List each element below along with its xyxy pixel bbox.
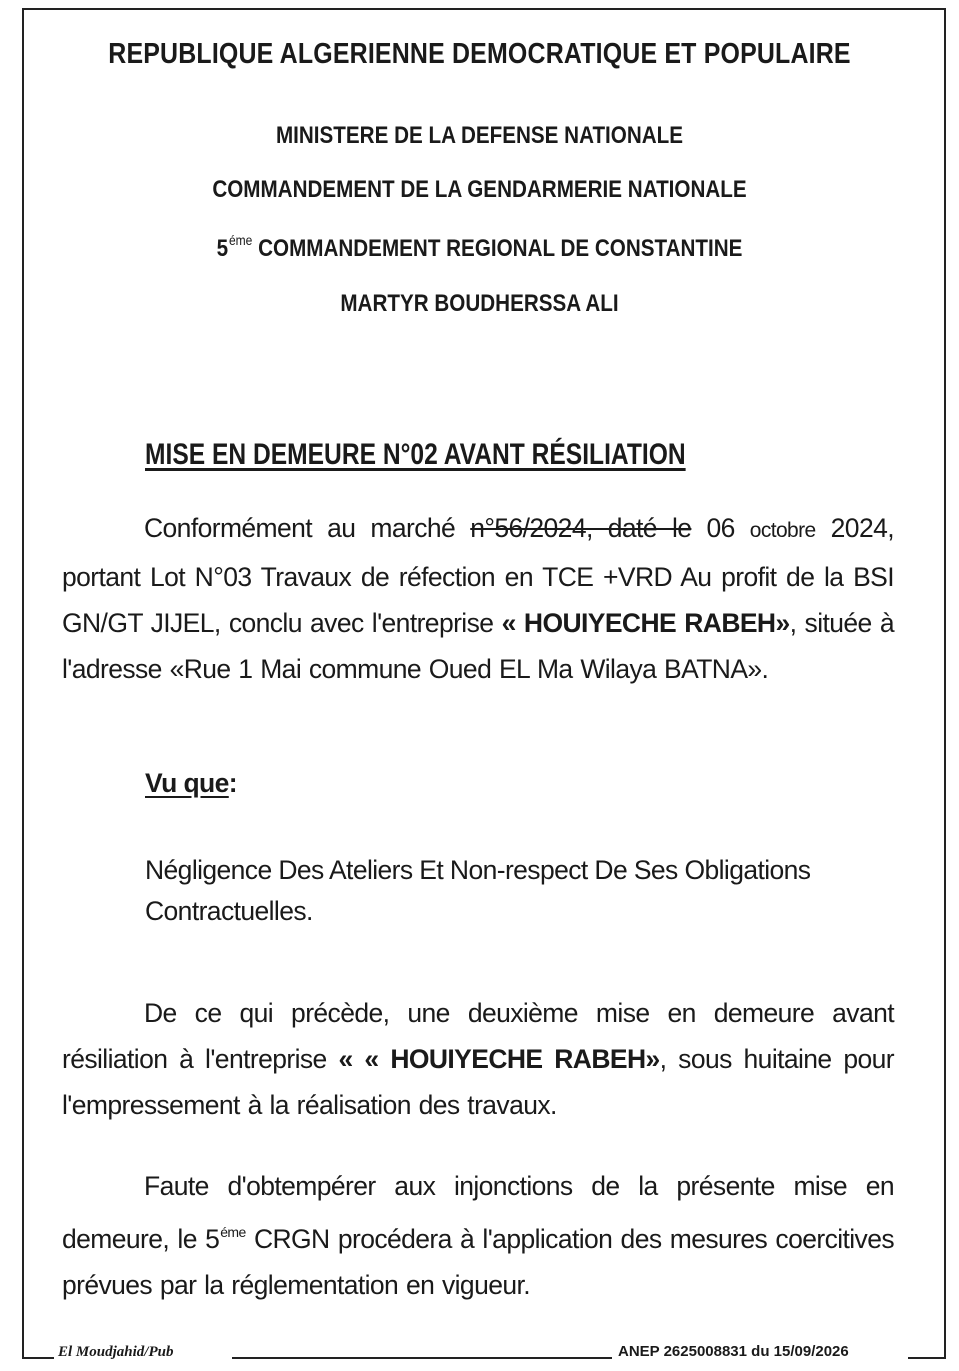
bottom-rule-left (22, 1357, 54, 1359)
vu-que-heading (145, 768, 237, 799)
p3-tail: CRGN procédera à l'application des mesures coercitives prévues par la réglementation en vigueur. (62, 1224, 894, 1300)
p3-superscript: éme (220, 1224, 246, 1240)
p1-body: portant Lot N°03 Travaux de réfection en TCE +VRD Au profit de la BSI GN/GT JIJEL, conclu avec l'entreprise (62, 562, 894, 638)
header-martyr: MARTYR BOUDHERSSA ALI (340, 290, 619, 317)
p1-company: « HOUIYECHE RABEH» (501, 608, 790, 638)
regional-number: 5 (216, 235, 229, 262)
footer-publisher: El Moudjahid/Pub (58, 1344, 174, 1360)
notice-title: MISE EN DEMEURE N°02 AVANT RÉSILIATION (145, 438, 686, 471)
p2-lead: De ce qui précède, une deuxième mise en demeure avant résiliation à l'entreprise (62, 998, 894, 1074)
header-republic: REPUBLIQUE ALGERIENNE DEMOCRATIQUE ET POPULAIRE (108, 38, 851, 70)
p2-tail: , sous huitaine pour l'empressement à la réalisation des travaux. (62, 1044, 895, 1120)
bottom-rule-right (908, 1357, 946, 1359)
p1-address: , située à l'adresse «Rue 1 Mai commune Oued EL Ma Wilaya BATNA». (62, 608, 894, 684)
p2-company: « « HOUIYECHE RABEH» (338, 1044, 660, 1074)
regional-superscript: éme (228, 232, 253, 248)
p1-lead: Conformément au marché (144, 513, 471, 543)
paragraph-sanctions (62, 1163, 894, 1308)
p1-date-day: 06 (691, 513, 750, 543)
footer-anep-reference: ANEP 2625008831 du 15/09/2026 (618, 1343, 849, 1360)
bottom-rule-middle (232, 1357, 612, 1359)
header-ministry: MINISTERE DE LA DEFENSE NATIONALE (275, 122, 684, 149)
paragraph-notice (62, 990, 894, 1128)
vu-que-colon: : (228, 768, 237, 798)
p1-struck-reference: n°56/2024, daté le (470, 513, 692, 543)
grounds-text: Négligence Des Ateliers Et Non-respect De Ses Obligations Contractuelles. (145, 855, 811, 926)
p1-date-year: 2024, (815, 513, 894, 543)
regional-text: COMMANDEMENT REGIONAL DE CONSTANTINE (258, 235, 743, 262)
p1-date-month: octobre (749, 519, 816, 542)
header-regional (67, 232, 892, 263)
vu-que-label: Vu que (145, 768, 229, 798)
p3-lead: Faute d'obtempérer aux injonctions de la présente mise en demeure, le 5 (62, 1171, 894, 1254)
header-command: COMMANDEMENT DE LA GENDARMERIE NATIONALE (212, 176, 747, 203)
paragraph-contract (62, 505, 894, 692)
